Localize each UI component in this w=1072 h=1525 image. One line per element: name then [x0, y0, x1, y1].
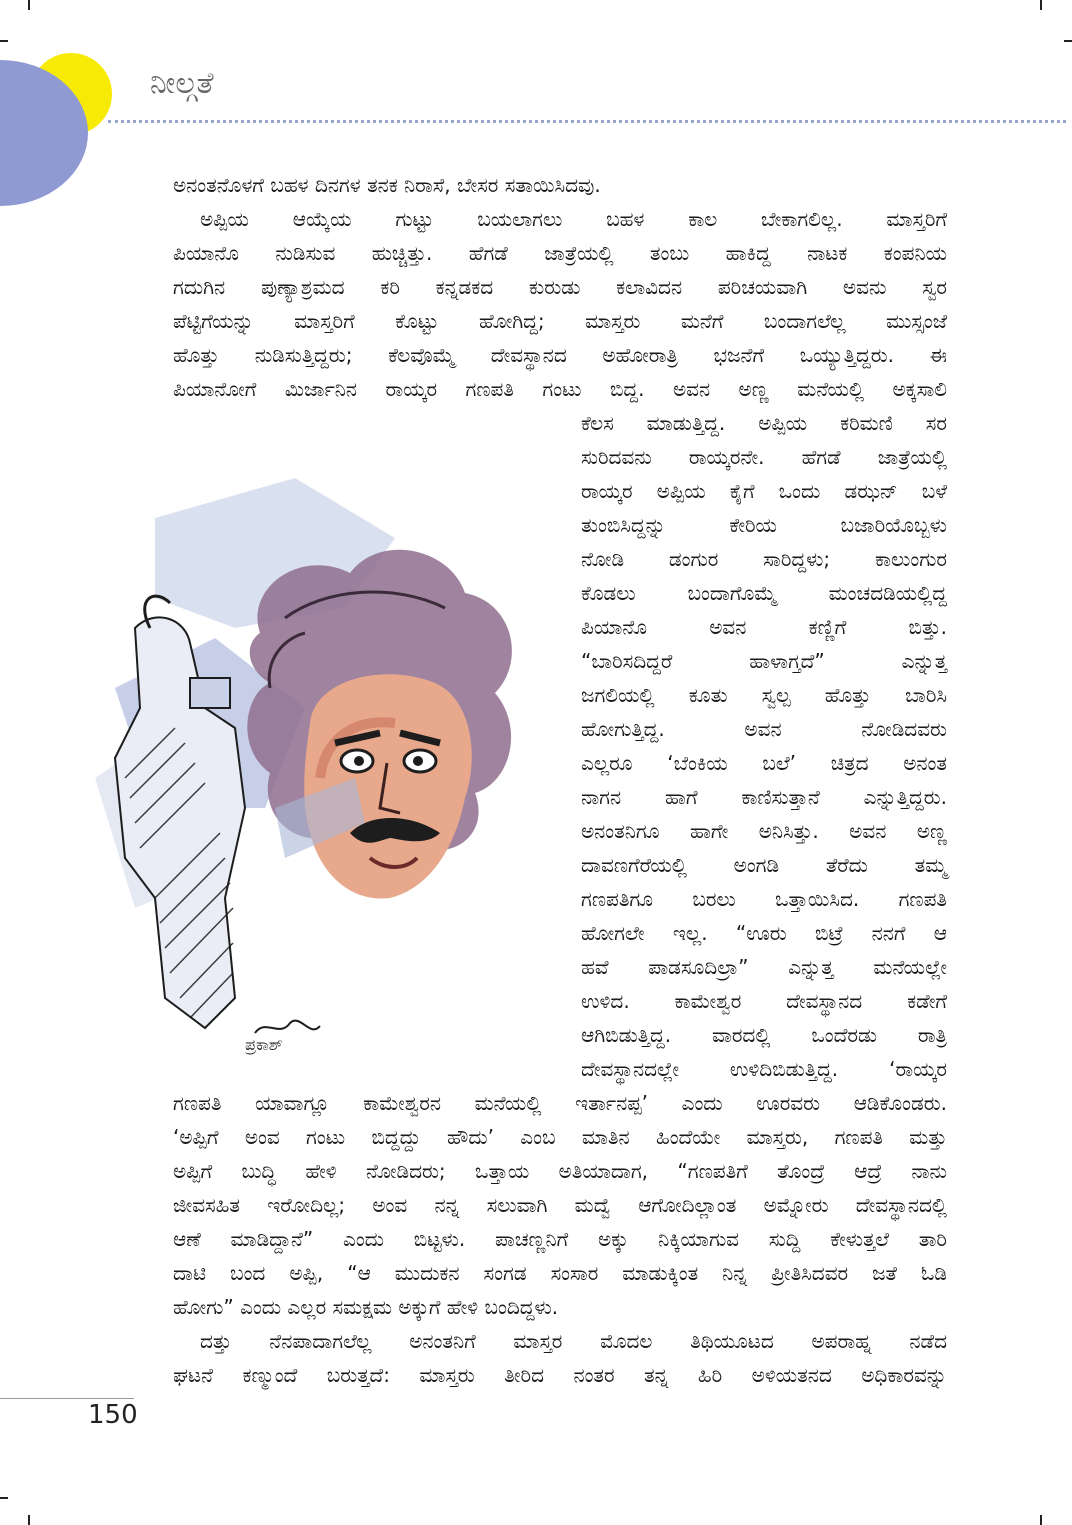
- text-line: ಅನಂತನೊಳಗೆ ಬಹಳ ದಿನಗಳ ತನಕ ನಿರಾಸೆ, ಬೇಸರ ಸತಾಯಿಸಿದವು.: [173, 173, 601, 197]
- text-line: ದಾಟಿ ಬಂದ ಅಪ್ಪಿ, “ಆ ಮುದುಕನ ಸಂಗಡ ಸಂಸಾರ ಮಾಡುಕ್ಕಿಂತ ನಿನ್ನ ಪ್ರೀತಿಸಿದವರ ಜತೆ ಓಡಿ: [173, 1261, 947, 1285]
- text-line: ಆಣೆ ಮಾಡಿದ್ದಾನೆ” ಎಂದು ಬಿಟ್ಟಳು. ಪಾಚಣ್ಣನಿಗೆ ಅಕ್ಕು ನಿಕ್ಕಿಯಾಗುವ ಸುದ್ದಿ ಕೇಳುತ್ತಲೆ ತಾರಿ: [173, 1227, 947, 1251]
- text-line: ಪಿಯಾನೊ ಅವನ ಕಣ್ಣಿಗೆ ಬಿತ್ತು.: [581, 615, 947, 639]
- text-line: ಅಪ್ಪಿಯ ಆಯ್ಕೆಯ ಗುಟ್ಟು ಬಯಲಾಗಲು ಬಹಳ ಕಾಲ ಬೇಕಾಗಲಿಲ್ಲ. ಮಾಸ್ತರಿಗೆ: [200, 207, 947, 231]
- text-line: ದೇವಸ್ಥಾನದಲ್ಲೇ ಉಳಿದಿಬಿಡುತ್ತಿದ್ದ. ‘ರಾಯ್ಕರ: [581, 1057, 947, 1081]
- text-line: ಜೀವಸಹಿತ ಇರೋದಿಲ್ಲ; ಅಂವ ನನ್ನ ಸಲುವಾಗಿ ಮದ್ವೆ ಆಗೋದಿಲ್ಲಾಂತ ಅಮ್ನೋರು ದೇವಸ್ಥಾನದಲ್ಲಿ: [173, 1193, 947, 1217]
- text-line: ಅನಂತನಿಗೂ ಹಾಗೇ ಅನಿಸಿತ್ತು. ಅವನ ಅಣ್ಣ: [581, 819, 947, 843]
- text-line: ಉಳಿದ. ಕಾಮೇಶ್ವರ ದೇವಸ್ಥಾನದ ಕಡೇಗೆ: [581, 989, 947, 1013]
- text-line: ಹೊತ್ತು ನುಡಿಸುತ್ತಿದ್ದರು; ಕೆಲವೊಮ್ಮೆ ದೇವಸ್ಥಾನದ ಅಹೋರಾತ್ರಿ ಭಜನೆಗೆ ಒಯ್ಯುತ್ತಿದ್ದರು. ಈ: [173, 343, 947, 367]
- crop-mark: [1040, 1515, 1042, 1525]
- man-portrait-illustration: [95, 478, 535, 1068]
- text-line: ಗಣಪತಿಗೂ ಬರಲು ಒತ್ತಾಯಿಸಿದ. ಗಣಪತಿ: [581, 887, 947, 911]
- text-line: ಜಗಲಿಯಲ್ಲಿ ಕೂತು ಸ್ವಲ್ಪ ಹೊತ್ತು ಬಾರಿಸಿ: [581, 683, 947, 707]
- text-line: ನೋಡಿ ಡಂಗುರ ಸಾರಿದ್ದಳು; ಕಾಲುಂಗುರ: [581, 547, 947, 571]
- text-line: “ಬಾರಿಸದಿದ್ದರೆ ಹಾಳಾಗ್ತದೆ” ಎನ್ನುತ್ತ: [581, 649, 947, 673]
- text-line: ಹೋಗಲೇ ಇಲ್ಲ. “ಊರು ಬಿಟ್ರೆ ನನಗೆ ಆ: [581, 921, 947, 945]
- text-line: ಪೆಟ್ಟಿಗೆಯನ್ನು ಮಾಸ್ತರಿಗೆ ಕೊಟ್ಟು ಹೋಗಿದ್ದ; ಮಾಸ್ತರು ಮನೆಗೆ ಬಂದಾಗಲೆಲ್ಲ ಮುಸ್ಸಂಜೆ: [173, 309, 947, 333]
- text-line: ಹೋಗು” ಎಂದು ಎಲ್ಲರ ಸಮಕ್ಷಮ ಅಕ್ಕುಗೆ ಹೇಳಿ ಬಂದಿದ್ದಳು.: [173, 1295, 559, 1319]
- page-number: 150: [88, 1400, 138, 1430]
- text-line: ಗಣಪತಿ ಯಾವಾಗ್ಲೂ ಕಾಮೇಶ್ವರನ ಮನೆಯಲ್ಲಿ ಇರ್ತಾನಪ್ಪ’ ಎಂದು ಊರವರು ಆಡಿಕೊಂಡರು.: [173, 1091, 947, 1115]
- crop-mark: [28, 0, 30, 10]
- text-line: ಘಟನೆ ಕಣ್ಮುಂದೆ ಬರುತ್ತದೆ: ಮಾಸ್ತರು ತೀರಿದ ನಂತರ ತನ್ನ ಹಿರಿ ಅಳಿಯತನದ ಅಧಿಕಾರವನ್ನು: [173, 1363, 947, 1387]
- text-line: ಅಪ್ಪಿಗೆ ಬುದ್ಧಿ ಹೇಳಿ ನೋಡಿದರು; ಒತ್ತಾಯ ಅತಿಯಾದಾಗ, “ಗಣಪತಿಗೆ ತೊಂದ್ರೆ ಆದ್ರೆ ನಾನು: [173, 1159, 947, 1183]
- crop-mark: [1040, 0, 1042, 10]
- text-line: ದತ್ತು ನೆನಪಾದಾಗಲೆಲ್ಲ ಅನಂತನಿಗೆ ಮಾಸ್ತರ ಮೊದಲ ತಿಥಿಯೂಟದ ಅಪರಾಹ್ನ ನಡೆದ: [200, 1329, 947, 1353]
- header-dotted-rule: [108, 120, 1066, 123]
- text-line: ತುಂಬಿಸಿದ್ದನ್ನು ಕೇರಿಯ ಬಜಾರಿಯೊಬ್ಬಳು: [581, 513, 947, 537]
- text-line: ‘ಅಪ್ಪಿಗೆ ಅಂವ ಗಂಟು ಬಿದ್ದದ್ದು ಹೌದು’ ಎಂಬ ಮಾತಿನ ಹಿಂದೆಯೇ ಮಾಸ್ತರು, ಗಣಪತಿ ಮತ್ತು: [173, 1125, 947, 1149]
- text-line: ಕೆಲಸ ಮಾಡುತ್ತಿದ್ದ. ಅಪ್ಪಿಯ ಕರಿಮಣಿ ಸರ: [581, 411, 947, 435]
- illustration: [95, 478, 535, 1068]
- text-line: ಹೋಗುತ್ತಿದ್ದ. ಅವನ ನೋಡಿದವರು: [581, 717, 947, 741]
- chapter-title: ನೀಲ್ಗತೆ: [150, 66, 214, 101]
- text-line: ಪಿಯಾನೋಗೆ ಮಿರ್ಜಾನಿನ ರಾಯ್ಕರ ಗಣಪತಿ ಗಂಟು ಬಿದ್ದ. ಅವನ ಅಣ್ಣ ಮನೆಯಲ್ಲಿ ಅಕ್ಕಸಾಲಿ: [173, 377, 947, 401]
- text-line: ಪಿಯಾನೊ ನುಡಿಸುವ ಹುಚ್ಚಿತ್ತು. ಹೆಗಡೆ ಜಾತ್ರೆಯಲ್ಲಿ ತಂಬು ಹಾಕಿದ್ದ ನಾಟಕ ಕಂಪನಿಯ: [173, 241, 947, 265]
- text-line: ಎಲ್ಲರೂ ‘ಬೆಂಕಿಯ ಬಲೆ’ ಚಿತ್ರದ ಅನಂತ: [581, 751, 947, 775]
- crop-mark: [1064, 40, 1072, 42]
- illustration-signature: ಪ್ರಕಾಶ್: [245, 1035, 283, 1054]
- text-line: ದಾವಣಗೆರೆಯಲ್ಲಿ ಅಂಗಡಿ ತೆರೆದು ತಮ್ಮ: [581, 853, 947, 877]
- text-line: ಆಗಿಬಿಡುತ್ತಿದ್ದ. ವಾರದಲ್ಲಿ ಒಂದೆರಡು ರಾತ್ರಿ: [581, 1023, 947, 1047]
- crop-mark: [0, 40, 8, 42]
- text-line: ಸುರಿದವನು ರಾಯ್ಕರನೇ. ಹೆಗಡೆ ಜಾತ್ರೆಯಲ್ಲಿ: [581, 445, 947, 469]
- text-line: ನಾಗನ ಹಾಗೆ ಕಾಣಿಸುತ್ತಾನೆ ಎನ್ನುತ್ತಿದ್ದರು.: [581, 785, 947, 809]
- text-line: ಹವೆ ಪಾಡಸೂದಿಲ್ರಾ” ಎನ್ನುತ್ತ ಮನೆಯಲ್ಲೇ: [581, 955, 947, 979]
- text-line: ಕೊಡಲು ಬಂದಾಗೊಮ್ಮೆ ಮಂಚದಡಿಯಲ್ಲಿದ್ದ: [581, 581, 947, 605]
- text-line: ಗದುಗಿನ ಪುಣ್ಯಾಶ್ರಮದ ಕರಿ ಕನ್ನಡಕದ ಕುರುಡು ಕಲಾವಿದನ ಪರಿಚಯವಾಗಿ ಅವನು ಸ್ವರ: [173, 275, 947, 299]
- crop-mark: [28, 1515, 30, 1525]
- text-line: ರಾಯ್ಕರ ಅಪ್ಪಿಯ ಕೈಗೆ ಒಂದು ಡಝನ್ ಬಳೆ: [581, 479, 947, 503]
- crop-mark: [0, 1497, 8, 1499]
- footer-rule: [0, 1398, 134, 1399]
